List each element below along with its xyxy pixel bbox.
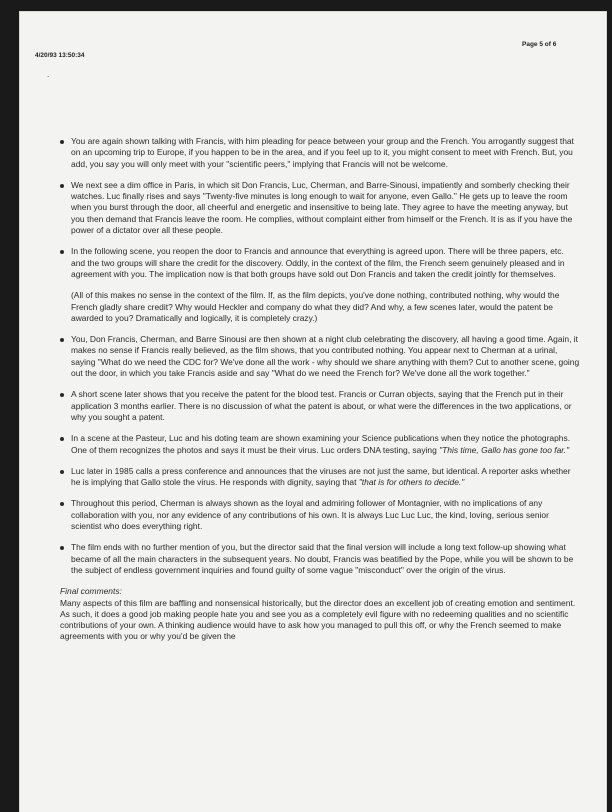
bullet-paragraph <box>60 334 580 379</box>
stray-mark: . <box>47 70 50 79</box>
italic-quote: "This time, Gallo has gone too far." <box>439 444 570 455</box>
bullet-paragraph <box>60 246 580 280</box>
document-page <box>20 12 606 812</box>
final-comments-text: Many aspects of this film are baffling and nonsensical historically, but the director does an excellent job of creating emotion and sentiment. As such, it does a good job making people hate you and see you as a completely evil figure with no redeeming qualities and no scientific contributions of your own. A thinking audience would have to ask how you managed to pull this off, or why the French seemed to make agreements with you or why you'd be given the <box>60 597 576 642</box>
paragraph-text: The film ends with no further mention of you, but the director said that the final version will include a long text follow-up showing what became of all the main characters in the subsequent years. No doubt, Francis was beatified by the Pope, while you will be shown to be the subject of endless government inquiries and found guilty of some vague "misconduct" over the origin of the virus. <box>71 542 574 575</box>
paragraph-text: We next see a dim office in Paris, in which sit Don Francis, Luc, Cherman, and Barre-Sinousi, impatiently and somberly checking their watches. Luc finally rises and says "Twenty-five minutes is long enough to wait for anyone, even Gallo." He gets up to leave the room when you burst through the door, all cheerful and energetic and insensitive to being late. They agree to have the meeting anyway, but you then demand that Francis leave the room. He complies, without complaint either from himself or the French. It is as if you have the power of a dictator over all these people. <box>71 179 573 236</box>
italic-quote: "that is for others to decide." <box>358 477 465 488</box>
paragraph-text: A short scene later shows that you receive the patent for the blood test. Francis or Curran objects, saying that the French put in their application 3 months earlier. There is no discussion of what the patent is about, or what were the differences in the two applications, or why you sought a patent. <box>71 389 572 422</box>
paragraph-text: In a scene at the Pasteur, Luc and his doting team are shown examining your Science publications when they notice the photographs. One of them recognizes the photos and says it must be their virus. Luc orders DNA testing, saying <box>71 433 571 455</box>
print-timestamp: 4/20/93 13:50:34 <box>35 52 85 59</box>
bullet-paragraph <box>60 466 580 489</box>
page-number: Page 5 of 6 <box>522 41 557 48</box>
paragraph-text: You, Don Francis, Cherman, and Barre Sinousi are then shown at a night club celebrating the discovery, all having a good time. Again, it makes no sense if Francis really believed, as the film shows, that you contributed nothing. You appear next to Cherman at a urinal, saying "What do we need the CDC for? We've done all the work - why should we share anything with them? Cut to another scene, going out the door, in which you take Francis aside and say "What do we need the French for? We've done all the work together." <box>71 334 580 379</box>
paragraph-text: In the following scene, you reopen the door to Francis and announce that everything is agreed upon. There will be three papers, etc. and the two groups will share the credit for the discovery. Oddly, in the context of the film, the French seem genuinely pleased and in agreement with you. The implication now is that both groups have sold out Don Francis and taken the credit jointly for themselves. <box>71 246 565 279</box>
bullet-paragraph <box>60 433 580 456</box>
final-comments-heading: Final comments: <box>60 586 122 597</box>
paragraph-text: Throughout this period, Cherman is always shown as the loyal and admiring follower of Montagnier, with no implications of any collaboration with you, nor any evidence of any contributions of his own. It is always Luc Luc Luc, the kind, loving, serious senior scientist who does everything right. <box>71 498 549 532</box>
paragraph-text: (All of this makes no sense in the context of the film. If, as the film depicts, you've done nothing, contributed nothing, why would the French gladly share credit? Why would Heckler and company do what they did? And why, a few scenes later, would the patent be awarded to you? Dramatically and logically, it is completely crazy.) <box>71 290 560 323</box>
bullet-paragraph <box>60 180 580 236</box>
aside-paragraph <box>60 290 580 324</box>
bullet-paragraph <box>60 542 580 576</box>
paragraph-text: You are again shown talking with Francis, with him pleading for peace between your group and the French. You arrogantly suggest that on an upcoming trip to Europe, if you happen to be in the area, and if you feel up to it, you might consent to meet with French. But, you add, you say you will only meet with your "scientific peers," implying that Francis will not be welcome. <box>71 136 574 169</box>
bullet-paragraph <box>60 498 580 532</box>
document-body <box>60 136 580 643</box>
paragraph-list <box>60 136 580 576</box>
bullet-paragraph <box>60 389 580 423</box>
paragraph-text: Luc later in 1985 calls a press conference and announces that the viruses are not just the same, but identical. A reporter asks whether he is implying that Gallo stole the virus. He responds with dignity, saying that <box>71 465 571 488</box>
bullet-paragraph <box>60 136 580 170</box>
